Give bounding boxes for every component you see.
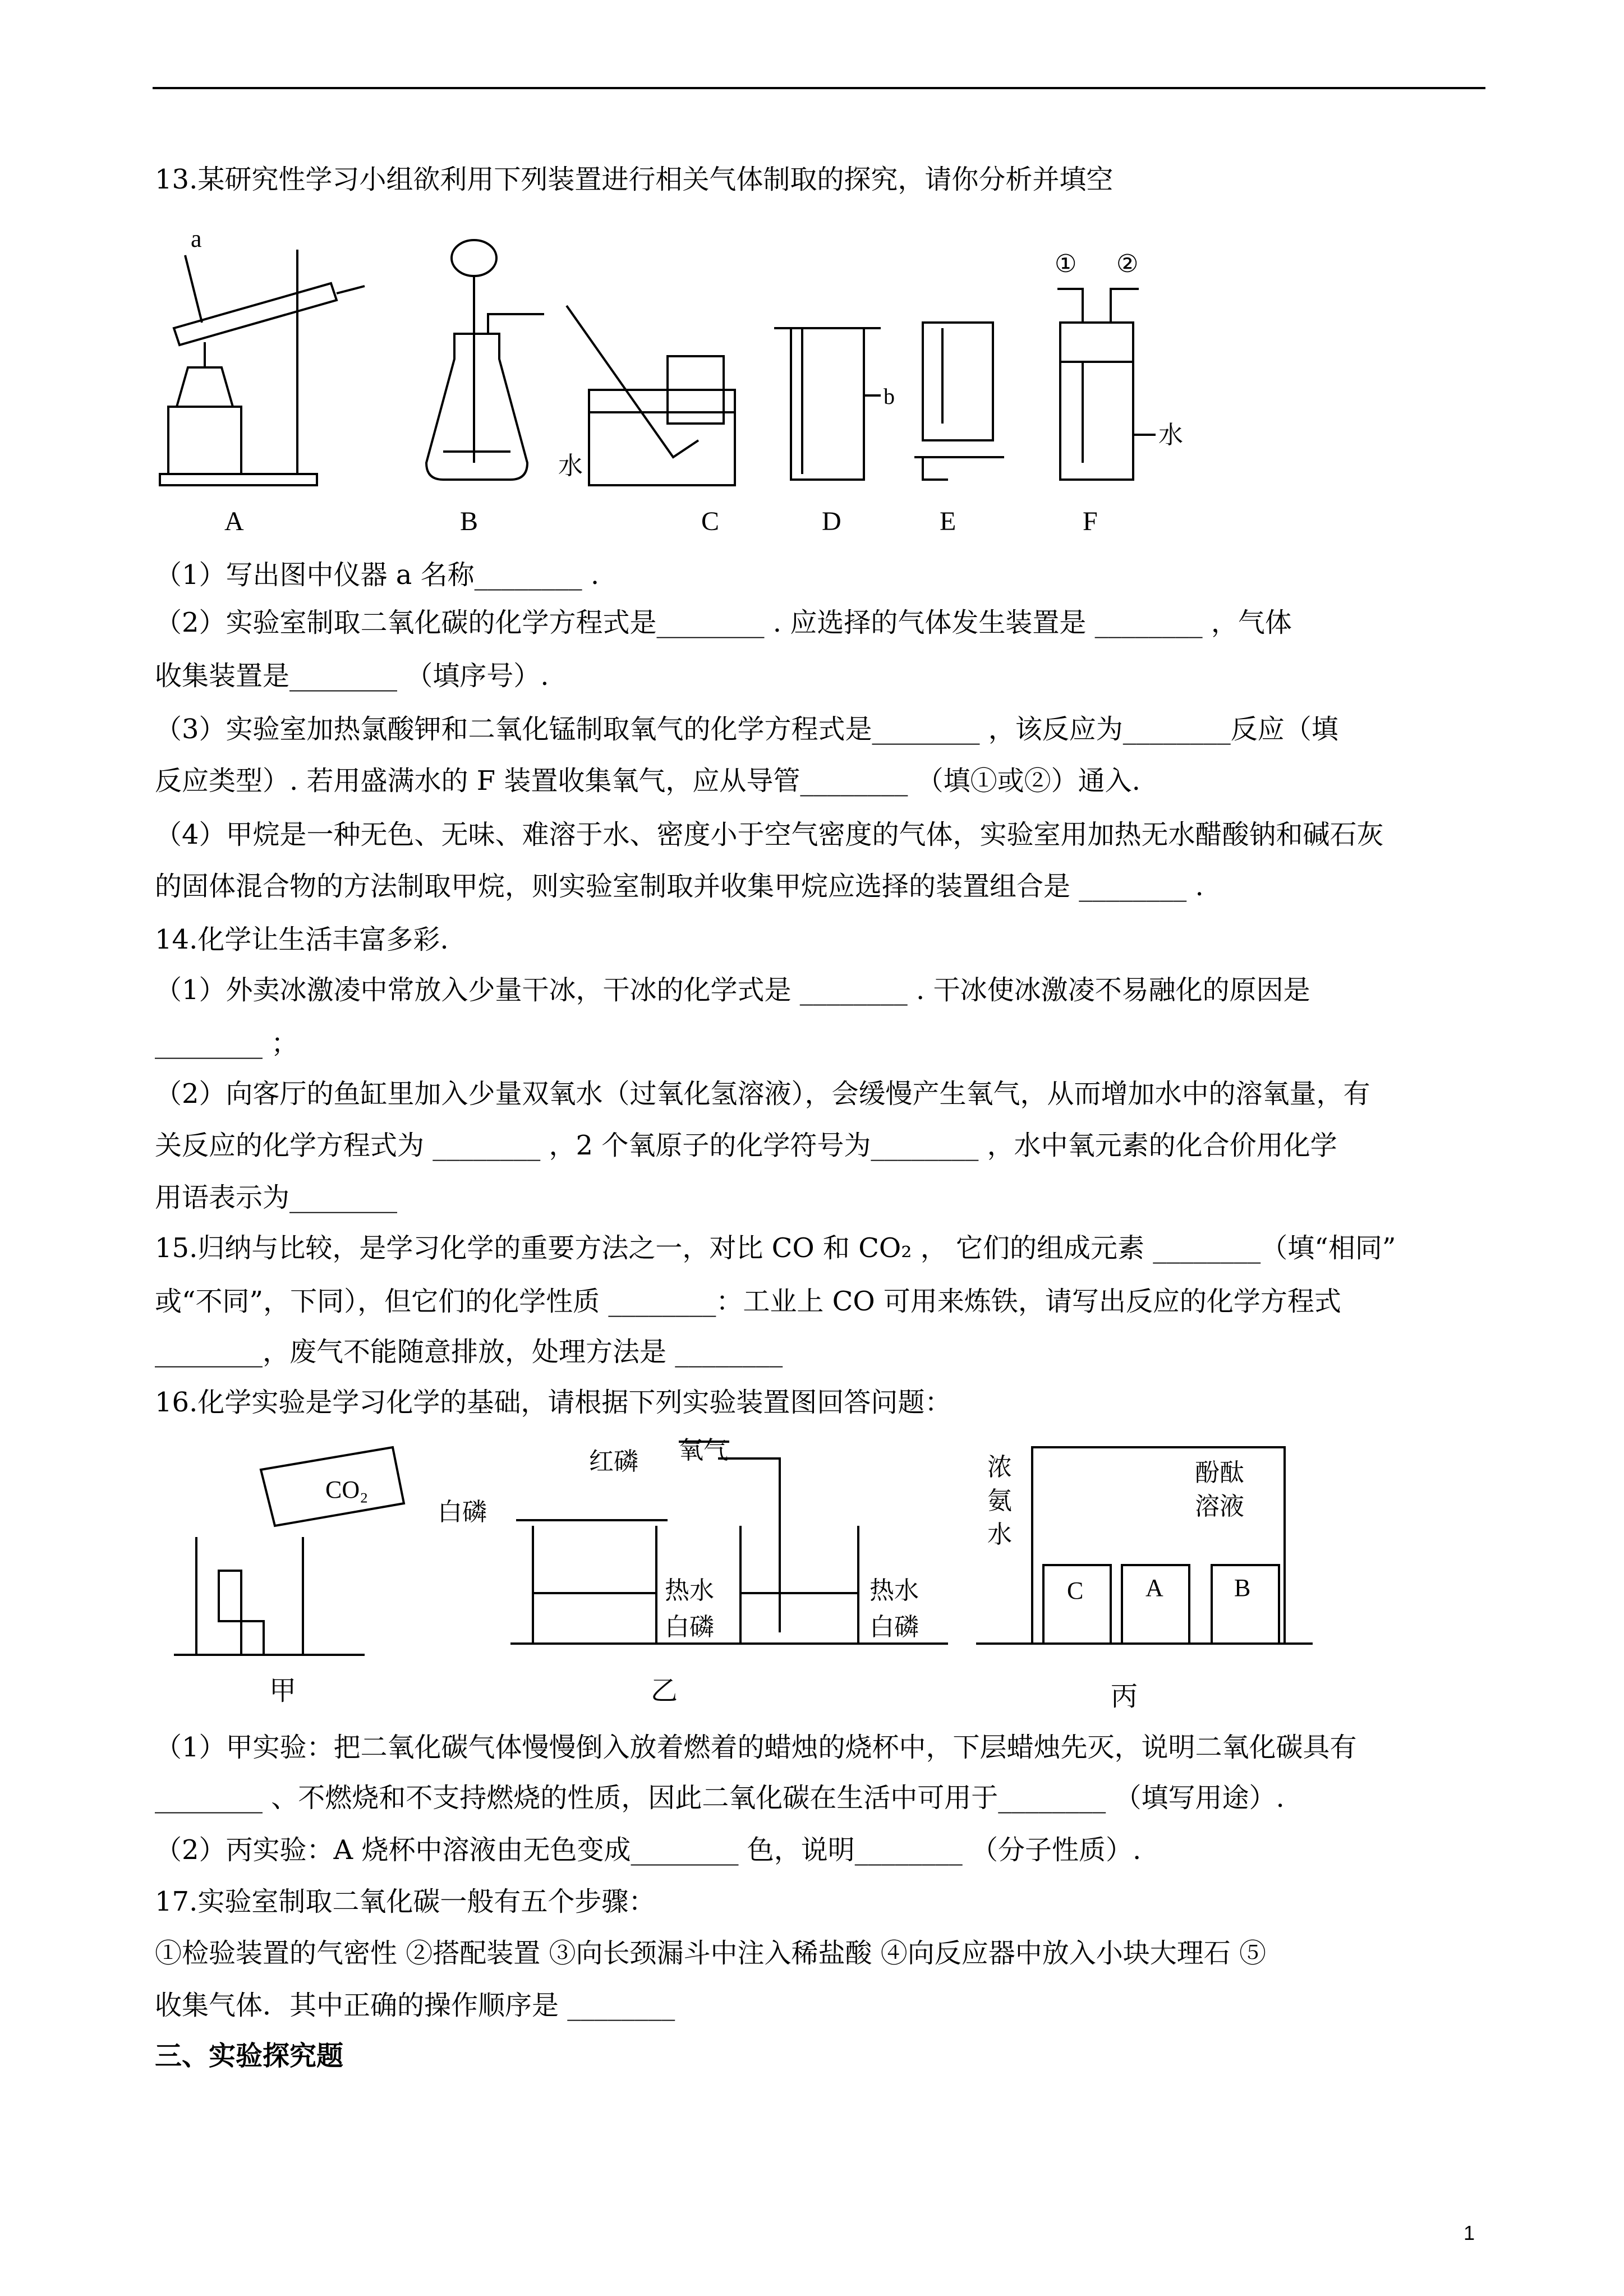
experiment-bing — [976, 1447, 1313, 1711]
q16-title: 16.化学实验是学习化学的基础，请根据下列实验装置图回答问题： — [155, 1387, 952, 1418]
label-port2: ② — [1116, 250, 1139, 278]
label-a: a — [191, 225, 202, 252]
label-water-f: 水 — [1158, 421, 1183, 449]
q13-3a: （3）实验室加热氯酸钾和二氧化锰制取氧气的化学方程式是________ ，该反应为________反应（填 — [155, 714, 1338, 745]
caption-jia: 甲 — [269, 1676, 297, 1706]
q13-1: （1）写出图中仪器 a 名称________ . — [155, 559, 600, 591]
label-water-c: 水 — [558, 452, 583, 480]
apparatus-d — [774, 328, 895, 536]
q13-4b: 的固体混合物的方法制取甲烷，则实验室制取并收集甲烷应选择的装置组合是 ________ . — [155, 871, 1204, 902]
apparatus-a — [160, 225, 365, 536]
label-hot-water-1: 热水 — [665, 1577, 714, 1604]
apparatus-figure-2 — [163, 1436, 1341, 1717]
label-co2: CO₂ — [325, 1476, 369, 1503]
q14-title: 14.化学让生活丰富多彩. — [155, 924, 449, 955]
header-rule — [153, 87, 1485, 89]
q17-answer: 收集气体．其中正确的操作顺序是 ________ — [155, 1990, 675, 2021]
caption-bing: 丙 — [1111, 1682, 1138, 1711]
label-port1: ① — [1055, 250, 1077, 278]
label-white-p-1: 白磷 — [665, 1613, 714, 1641]
label-A: A — [224, 507, 244, 536]
q17-steps: ①检验装置的气密性 ②搭配装置 ③向长颈漏斗中注入稀盐酸 ④向反应器中放入小块大理石 ⑤ — [155, 1938, 1267, 1969]
label-beaker-a: A — [1145, 1574, 1163, 1602]
label-C: C — [701, 507, 720, 536]
label-phenol-2: 溶液 — [1195, 1493, 1244, 1520]
label-red-p: 红磷 — [589, 1448, 638, 1475]
experiment-yi — [438, 1437, 948, 1706]
q14-1b: ________ ； — [155, 1028, 298, 1059]
q14-2a: （2）向客厅的鱼缸里加入少量双氧水（过氧化氢溶液），会缓慢产生氧气，从而增加水中的溶氧量，有 — [155, 1078, 1370, 1110]
label-ammonia-3: 水 — [987, 1521, 1012, 1548]
q14-2b: 关反应的化学方程式为 ________ ，2 个氧原子的化学符号为________ ，水中氧元素的化合价用化学 — [155, 1130, 1337, 1161]
q13-3b: 反应类型）. 若用盛满水的 F 装置收集氧气，应从导管________ （填①或②）通入. — [155, 765, 1140, 797]
caption-yi: 乙 — [651, 1676, 678, 1706]
label-b: b — [884, 384, 895, 409]
label-ammonia-2: 氨 — [987, 1487, 1012, 1515]
q13-2a: （2）实验室制取二氧化碳的化学方程式是________ . 应选择的气体发生装置是 ________ ，气体 — [155, 607, 1292, 638]
q15-c: ________，废气不能随意排放，处理方法是 ________ — [155, 1336, 783, 1368]
label-white-p: 白磷 — [438, 1498, 487, 1526]
label-D: D — [822, 507, 841, 536]
label-oxygen: 氧气 — [679, 1437, 728, 1464]
label-B: B — [460, 507, 479, 536]
label-beaker-b: B — [1234, 1574, 1251, 1602]
label-E: E — [940, 507, 956, 536]
q15-a: 15.归纳与比较，是学习化学的重要方法之一，对比 CO 和 CO₂ ， 它们的组成元素 ________（填“相同” — [155, 1232, 1396, 1264]
apparatus-b — [426, 240, 544, 536]
q17-title: 17.实验室制取二氧化碳一般有五个步骤： — [155, 1886, 656, 1917]
label-beaker-c: C — [1067, 1577, 1084, 1604]
page-number: 1 — [1463, 2221, 1475, 2244]
q13-4a: （4）甲烷是一种无色、无味、难溶于水、密度小于空气密度的气体，实验室用加热无水醋酸钠和碱石灰 — [155, 819, 1384, 850]
q16-2: （2）丙实验：A 烧杯中溶液由无色变成________ 色，说明________ （分子性质）. — [155, 1834, 1142, 1866]
label-F: F — [1083, 507, 1098, 536]
label-white-p-2: 白磷 — [869, 1613, 919, 1641]
section-heading: 三、实验探究题 — [155, 2040, 344, 2072]
q15-b: 或“不同”，下同），但它们的化学性质 ________：工业上 CO 可用来炼铁，请写出反应的化学方程式 — [155, 1286, 1341, 1317]
q16-1b: ________ 、不燃烧和不支持燃烧的性质，因此二氧化碳在生活中可用于________ （填写用途）. — [155, 1782, 1285, 1814]
q14-2c: 用语表示为________ — [155, 1182, 398, 1213]
q14-1a: （1）外卖冰激凌中常放入少量干冰，干冰的化学式是 ________ . 干冰使冰激凌不易融化的原因是 — [155, 974, 1310, 1006]
label-ammonia-1: 浓 — [987, 1453, 1012, 1481]
apparatus-f — [1055, 250, 1183, 536]
q13-title: 13.某研究性学习小组欲利用下列装置进行相关气体制取的探究，请你分析并填空 — [155, 164, 1114, 195]
experiment-jia — [174, 1447, 404, 1706]
apparatus-figure-1 — [151, 216, 1285, 541]
label-phenol-1: 酚酞 — [1195, 1459, 1244, 1487]
q16-1a: （1）甲实验：把二氧化碳气体慢慢倒入放着燃着的蜡烛的烧杯中，下层蜡烛先灭，说明二氧化碳具有 — [155, 1732, 1357, 1763]
q13-2b: 收集装置是________ （填序号）. — [155, 660, 549, 692]
apparatus-e — [914, 323, 1004, 536]
label-hot-water-2: 热水 — [869, 1577, 919, 1604]
apparatus-c — [558, 306, 735, 536]
